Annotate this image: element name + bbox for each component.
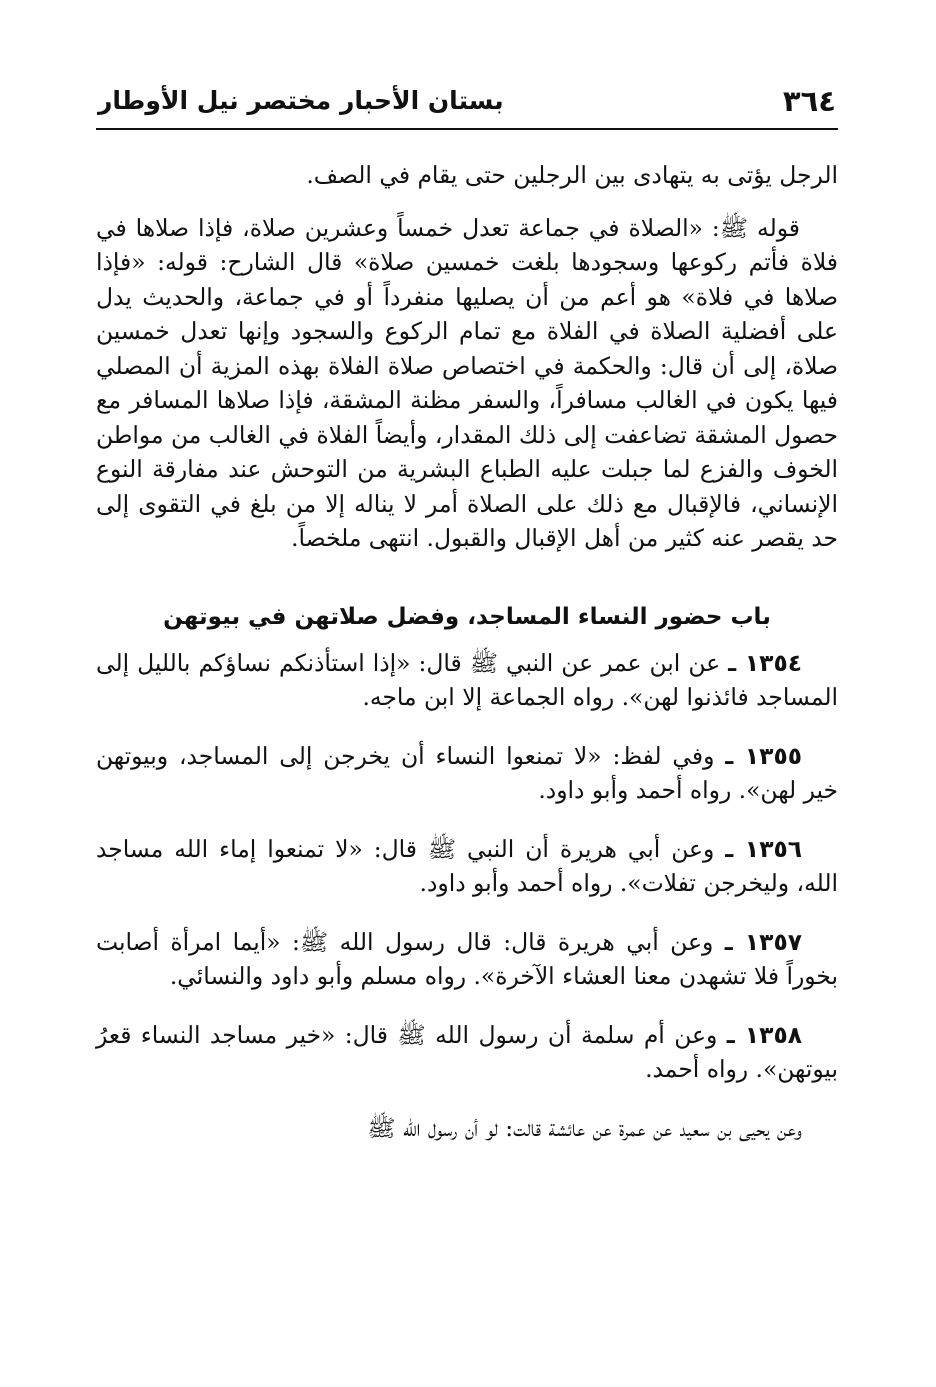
hadith-text: وعن أم سلمة أن رسول الله ﷺ قال: «خير مساجد النساء قعرُ بيوتهن». رواه أحمد. xyxy=(96,1020,838,1083)
hadith-entry xyxy=(96,739,838,808)
book-page xyxy=(96,72,838,1145)
hadith-entry xyxy=(96,832,838,901)
hadith-number: ١٣٥٨ ـ xyxy=(726,1020,803,1049)
paragraph-continuation: الرجل يؤتى به يتهادى بين الرجلين حتى يقام في الصف. xyxy=(306,161,838,189)
hadith-text: وعن أبي هريرة قال: قال رسول الله ﷺ: «أيما امرأة أصابت بخوراً فلا تشهدن معنا العشاء الآخرة». رواه مسلم وأبو داود والنسائي. xyxy=(96,927,838,990)
hadith-number: ١٣٥٧ ـ xyxy=(724,927,802,956)
page-number: ٣٦٤ xyxy=(782,84,836,118)
paragraph-trailing: وعن يحيى بن سعيد عن عمرة عن عائشة قالت: لو أن رسول الله ﷺ xyxy=(367,1113,802,1142)
page-header xyxy=(96,72,838,130)
hadith-number: ١٣٥٥ ـ xyxy=(725,741,803,770)
hadith-number: ١٣٥٤ ـ xyxy=(728,648,803,677)
hadith-text: وفي لفظ: «لا تمنعوا النساء أن يخرجن إلى المساجد، وبيوتهن خير لهن». رواه أحمد وأبو داود. xyxy=(96,741,838,804)
paragraph-commentary: قوله ﷺ: «الصلاة في جماعة تعدل خمساً وعشرين صلاة، فإذا صلاها في فلاة فأتم ركوعها وسجودها بلغت خمسين صلاة» قال الشارح: قوله: «فإذا صلاها في فلاة» هو أعم من أن يصليها منفرداً أو في جماعة، والحديث يدل على أفضلية الصلاة في الفلاة مع تمام الركوع والسجود وإنها تعدل خمسين صلاة، إلى أن قال: والحكمة في اختصاص صلاة الفلاة بهذه المزية أن المصلي فيها يكون في الغالب مسافراً، والسفر مظنة المشقة، فإذا صلاها المسافر مع حصول المشقة تضاعفت إلى ذلك المقدار، وأيضاً الفلاة في الغالب من مواطن الخوف والفزع لما جبلت عليه الطباع البشرية من التوحش عند مفارقة النوع الإنساني، فالإقبال مع ذلك على الصلاة أمر لا يناله إلا من بلغ في التقوى إلى حد يقصر عنه كثير من أهل الإقبال والقبول. انتهى ملخصاً. xyxy=(96,213,838,552)
book-title: بستان الأحبار مختصر نيل الأوطار xyxy=(98,86,504,115)
hadith-entry xyxy=(96,1018,838,1087)
hadith-text: وعن أبي هريرة أن النبي ﷺ قال: «لا تمنعوا إماء الله مساجد الله، وليخرجن تفلات». رواه أحمد وأبو داود. xyxy=(96,834,838,897)
hadith-entry xyxy=(96,925,838,994)
hadith-number: ١٣٥٦ ـ xyxy=(725,834,803,863)
hadith-entry xyxy=(96,646,838,715)
hadith-text: عن ابن عمر عن النبي ﷺ قال: «إذا استأذنكم نساؤكم بالليل إلى المساجد فائذنوا لهن». رواه الجماعة إلا ابن ماجه. xyxy=(96,648,838,711)
chapter-title: باب حضور النساء المساجد، وفضل صلاتهن في بيوتهن xyxy=(163,603,771,630)
